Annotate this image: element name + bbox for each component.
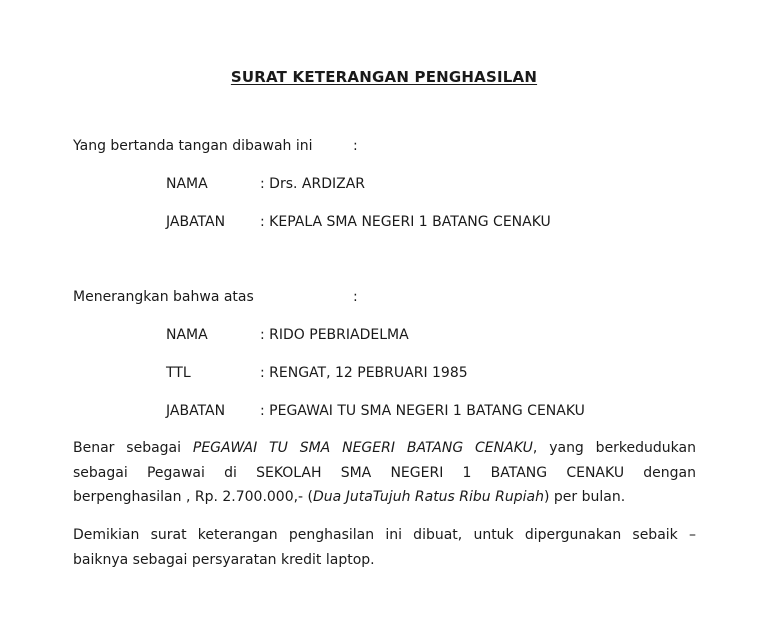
closing-paragraph	[73, 523, 696, 572]
signatory-position-label: JABATAN	[166, 214, 226, 230]
subject-position-label: JABATAN	[166, 403, 226, 419]
signatory-intro-text: Yang bertanda tangan dibawah ini	[73, 138, 313, 154]
statement-paragraph	[73, 436, 696, 510]
statement-employment-emphasis: PEGAWAI TU SMA NEGERI BATANG CENAKU	[192, 440, 533, 456]
signatory-intro	[73, 138, 358, 154]
subject-intro	[73, 289, 358, 305]
subject-position-value: : PEGAWAI TU SMA NEGERI 1 BATANG CENAKU	[260, 403, 585, 419]
signatory-name-value: : Drs. ARDIZAR	[260, 176, 366, 192]
subject-ttl-label: TTL	[166, 365, 191, 381]
statement-income-words: Dua JutaTujuh Ratus Ribu Rupiah	[313, 489, 544, 505]
signatory-name-label: NAMA	[166, 176, 208, 192]
signatory-position-row	[166, 214, 551, 230]
document-title: SURAT KETERANGAN PENGHASILAN	[230, 68, 538, 86]
subject-position-row	[166, 403, 585, 419]
closing-line-2: baiknya sebagai persyaratan kredit laptop.	[73, 551, 375, 568]
subject-name-row	[166, 327, 409, 343]
statement-line-1	[73, 436, 696, 461]
subject-intro-colon: :	[353, 289, 358, 305]
statement-text: , yang berkedudukan	[532, 440, 696, 456]
subject-name-value: : RIDO PEBRIADELMA	[260, 327, 409, 343]
subject-ttl-value: : RENGAT, 12 PEBRUARI 1985	[260, 365, 468, 381]
statement-text: Benar sebagai	[73, 440, 193, 456]
statement-line-3	[73, 485, 696, 510]
signatory-position-value: : KEPALA SMA NEGERI 1 BATANG CENAKU	[260, 214, 551, 230]
subject-intro-text: Menerangkan bahwa atas	[73, 289, 254, 305]
statement-text: ) per bulan.	[543, 489, 626, 505]
statement-line-2: sebagai Pegawai di SEKOLAH SMA NEGERI 1 BATANG CENAKU dengan	[73, 464, 696, 481]
subject-name-label: NAMA	[166, 327, 208, 343]
signatory-name-row	[166, 176, 365, 192]
closing-line-1: Demikian surat keterangan penghasilan ini dibuat, untuk dipergunakan sebaik –	[73, 527, 696, 543]
statement-income-amount: berpenghasilan , Rp. 2.700.000,- (	[73, 489, 314, 505]
subject-ttl-row	[166, 365, 468, 381]
signatory-intro-colon: :	[353, 138, 358, 154]
